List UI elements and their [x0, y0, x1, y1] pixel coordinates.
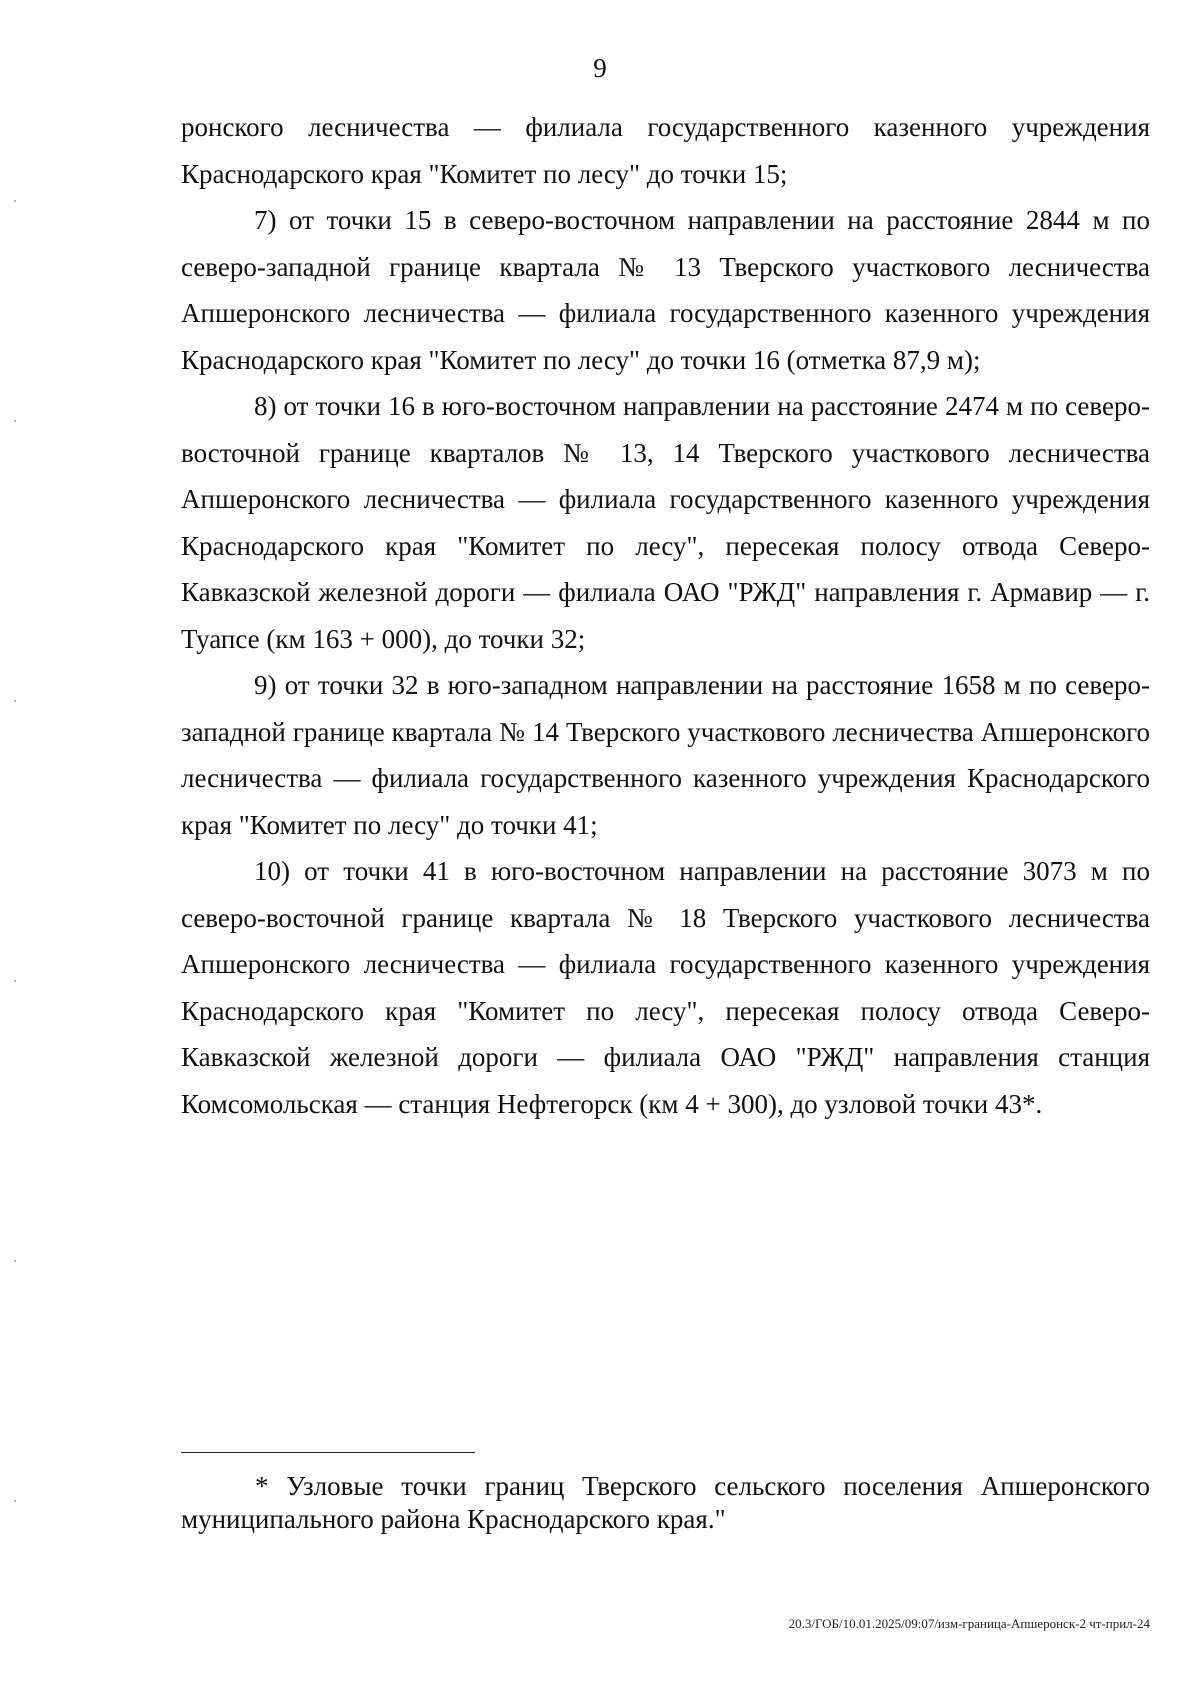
paragraph-item-7: 7) от точки 15 в северо-восточном направлении на расстояние 2844 м по северо-западной границе квартала № 13 Тверского участкового лесничества Апшеронского лесничества — филиала государственного казенного учреждения Краснодарского края "Комитет по лесу" до точки 16 (отметка 87,9 м); [181, 205, 1150, 375]
document-body [181, 104, 1150, 1127]
scan-speck [14, 1500, 16, 1502]
paragraph-continuation: ронского лесничества — филиала государственного казенного учреждения Краснодарского края "Комитет по лесу" до точки 15; [181, 112, 1150, 189]
scan-speck [14, 1260, 16, 1262]
page-number: 9 [593, 53, 607, 83]
scan-speck [14, 700, 16, 702]
document-footer-code: 20.3/ГОБ/10.01.2025/09:07/изм-граница-Апшеронск-2 чт-прил-24 [788, 1616, 1150, 1631]
paragraph-item-8: 8) от точки 16 в юго-восточном направлении на расстояние 2474 м по северо-восточной границе кварталов № 13, 14 Тверского участкового лесничества Апшеронского лесничества — филиала государственного казенного учреждения Краснодарского края "Комитет по лесу", пересекая полосу отвода Северо-Кавказской железной дороги — филиала ОАО "РЖД" направления г. Армавир — г. Туапсе (км 163 + 000), до точки 32; [181, 391, 1150, 654]
scan-speck [14, 980, 16, 982]
scan-speck [14, 420, 16, 422]
footnote: * Узловые точки границ Тверского сельского поселения Апшеронского муниципального района Краснодарского края." [181, 1471, 1150, 1534]
paragraph-item-9: 9) от точки 32 в юго-западном направлении на расстояние 1658 м по северо-западной границе квартала № 14 Тверского участкового лесничества Апшеронского лесничества — филиала государственного казенного учреждения Краснодарского края "Комитет по лесу" до точки 41; [181, 670, 1150, 840]
scan-speck [14, 200, 16, 202]
footnote-separator [181, 1452, 475, 1453]
paragraph-item-10: 10) от точки 41 в юго-восточном направлении на расстояние 3073 м по северо-восточной границе квартала № 18 Тверского участкового лесничества Апшеронского лесничества — филиала государственного казенного учреждения Краснодарского края "Комитет по лесу", пересекая полосу отвода Северо-Кавказской железной дороги — филиала ОАО "РЖД" направления станция Комсомольская — станция Нефтегорск (км 4 + 300), до узловой точки 43*. [181, 856, 1150, 1119]
